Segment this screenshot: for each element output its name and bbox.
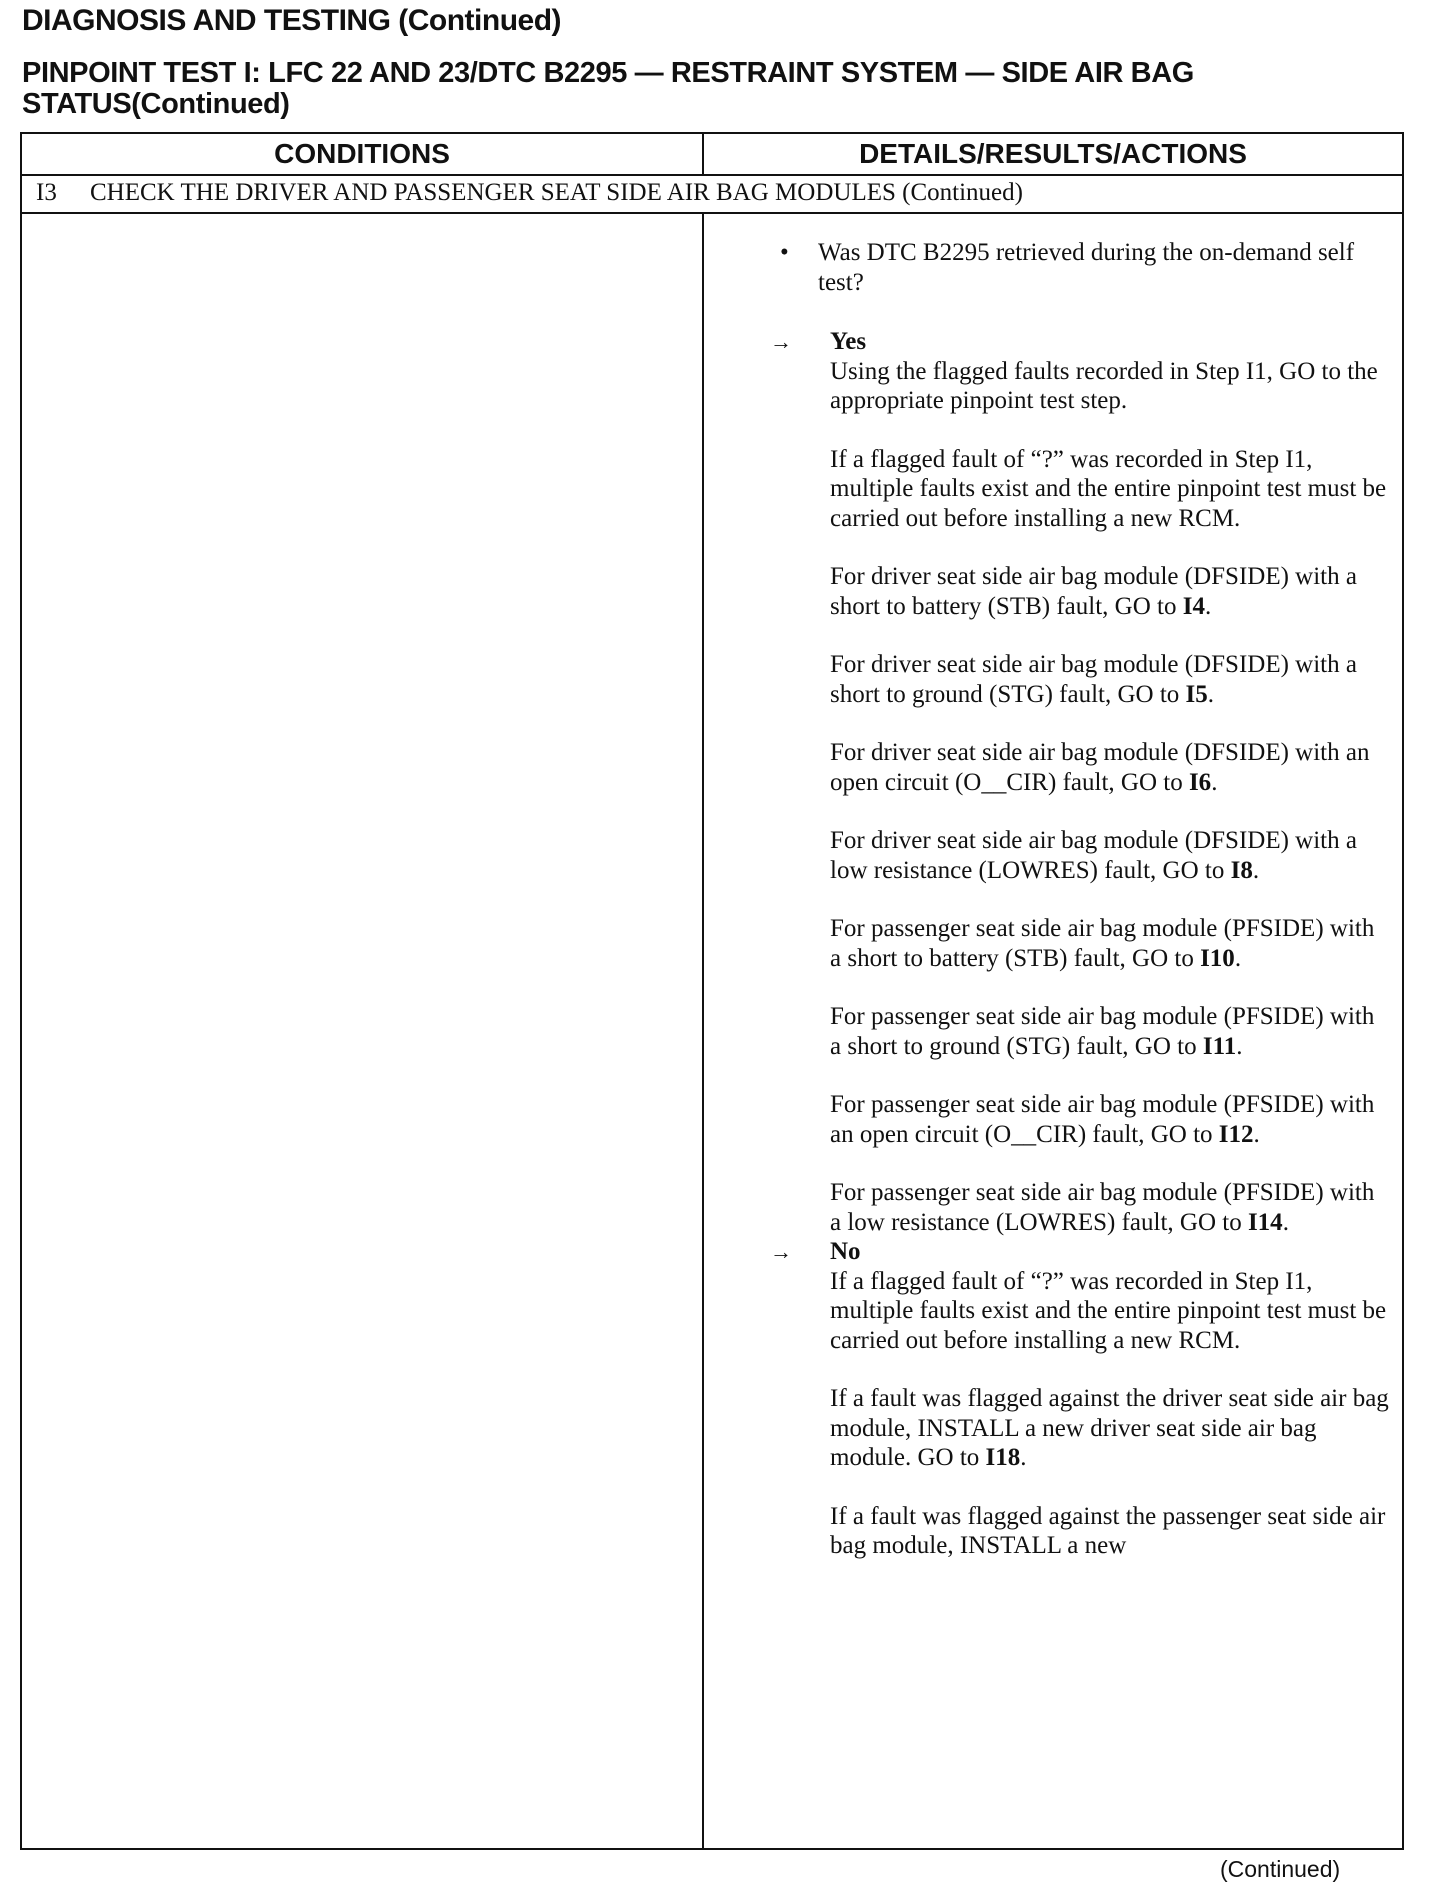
step-ref: I5 (1185, 680, 1208, 708)
step-ref: I18 (985, 1444, 1021, 1471)
no-passenger-action: If a fault was flagged against the passenger seat side air bag module, INSTALL a new (830, 1502, 1386, 1559)
yes-action-item: For driver seat side air bag module (DFSIDE) with a short to ground (STG) fault, GO to I5. (830, 651, 1357, 708)
header-divider (22, 174, 1402, 176)
question-item (770, 238, 1390, 297)
no-result (770, 1237, 1390, 1561)
step-ref: I12 (1218, 1120, 1254, 1148)
step-ref: I6 (1188, 768, 1212, 796)
column-divider-body (702, 214, 704, 1848)
yes-result (770, 327, 1390, 1237)
arrow-right-icon: → (770, 1239, 792, 1264)
step-ref: I11 (1202, 1032, 1237, 1060)
step-ref: I14 (1247, 1208, 1283, 1236)
bullet-icon: • (780, 239, 789, 266)
no-label: No (830, 1238, 861, 1265)
yes-action-item: For driver seat side air bag module (DFSIDE) with a low resistance (LOWRES) fault, GO to I8. (830, 827, 1357, 884)
continued-label: (Continued) (1220, 1856, 1341, 1882)
arrow-right-icon: → (770, 329, 792, 354)
no-driver-action: If a fault was flagged against the driver seat side air bag module, INSTALL a new driver seat side air bag module. GO to I18. (830, 1385, 1389, 1471)
yes-label: Yes (830, 328, 867, 355)
step-ref: I8 (1230, 856, 1253, 884)
details-cell (770, 238, 1390, 1561)
yes-action-item: For passenger seat side air bag module (PFSIDE) with an open circuit (O__CIR) fault, GO to I12. (830, 1091, 1375, 1148)
step-title: CHECK THE DRIVER AND PASSENGER SEAT SIDE AIR BAG MODULES (Continued) (90, 179, 1023, 206)
pinpoint-test-title: PINPOINT TEST I: LFC 22 AND 23/DTC B2295 — RESTRAINT SYSTEM — SIDE AIR BAG STATUS(Continued) (22, 57, 1194, 120)
yes-action-item: For passenger seat side air bag module (PFSIDE) with a short to ground (STG) fault, GO to I11. (830, 1003, 1375, 1060)
details-column-header: DETAILS/RESULTS/ACTIONS (859, 138, 1247, 169)
page-title: DIAGNOSIS AND TESTING (Continued) (22, 4, 562, 37)
conditions-column-header: CONDITIONS (274, 138, 450, 169)
step-row (36, 178, 1023, 208)
step-ref: I10 (1200, 944, 1235, 972)
yes-action-item: For passenger seat side air bag module (PFSIDE) with a short to battery (STB) fault, GO to I10. (830, 915, 1375, 972)
yes-action-item: For driver seat side air bag module (DFSIDE) with an open circuit (O__CIR) fault, GO to I6. (830, 739, 1370, 796)
question-text: Was DTC B2295 retrieved during the on-demand self test? (818, 239, 1355, 296)
yes-multiple-faults-note: If a flagged fault of “?” was recorded in Step I1, multiple faults exist and the entire pinpoint test must be carried out before installing a new RCM. (830, 445, 1387, 532)
step-number: I3 (36, 179, 57, 206)
yes-instruction: Using the flagged faults recorded in Step I1, GO to the appropriate pinpoint test step. (830, 357, 1378, 414)
step-divider (22, 212, 1402, 214)
yes-action-item: For passenger seat side air bag module (PFSIDE) with a low resistance (LOWRES) fault, GO to I14. (830, 1179, 1375, 1236)
step-ref: I4 (1182, 592, 1205, 620)
yes-action-item: For driver seat side air bag module (DFSIDE) with a short to battery (STB) fault, GO to I4. (830, 563, 1357, 620)
no-multiple-faults-note: If a flagged fault of “?” was recorded in Step I1, multiple faults exist and the entire pinpoint test must be carried out before installing a new RCM. (830, 1267, 1387, 1354)
